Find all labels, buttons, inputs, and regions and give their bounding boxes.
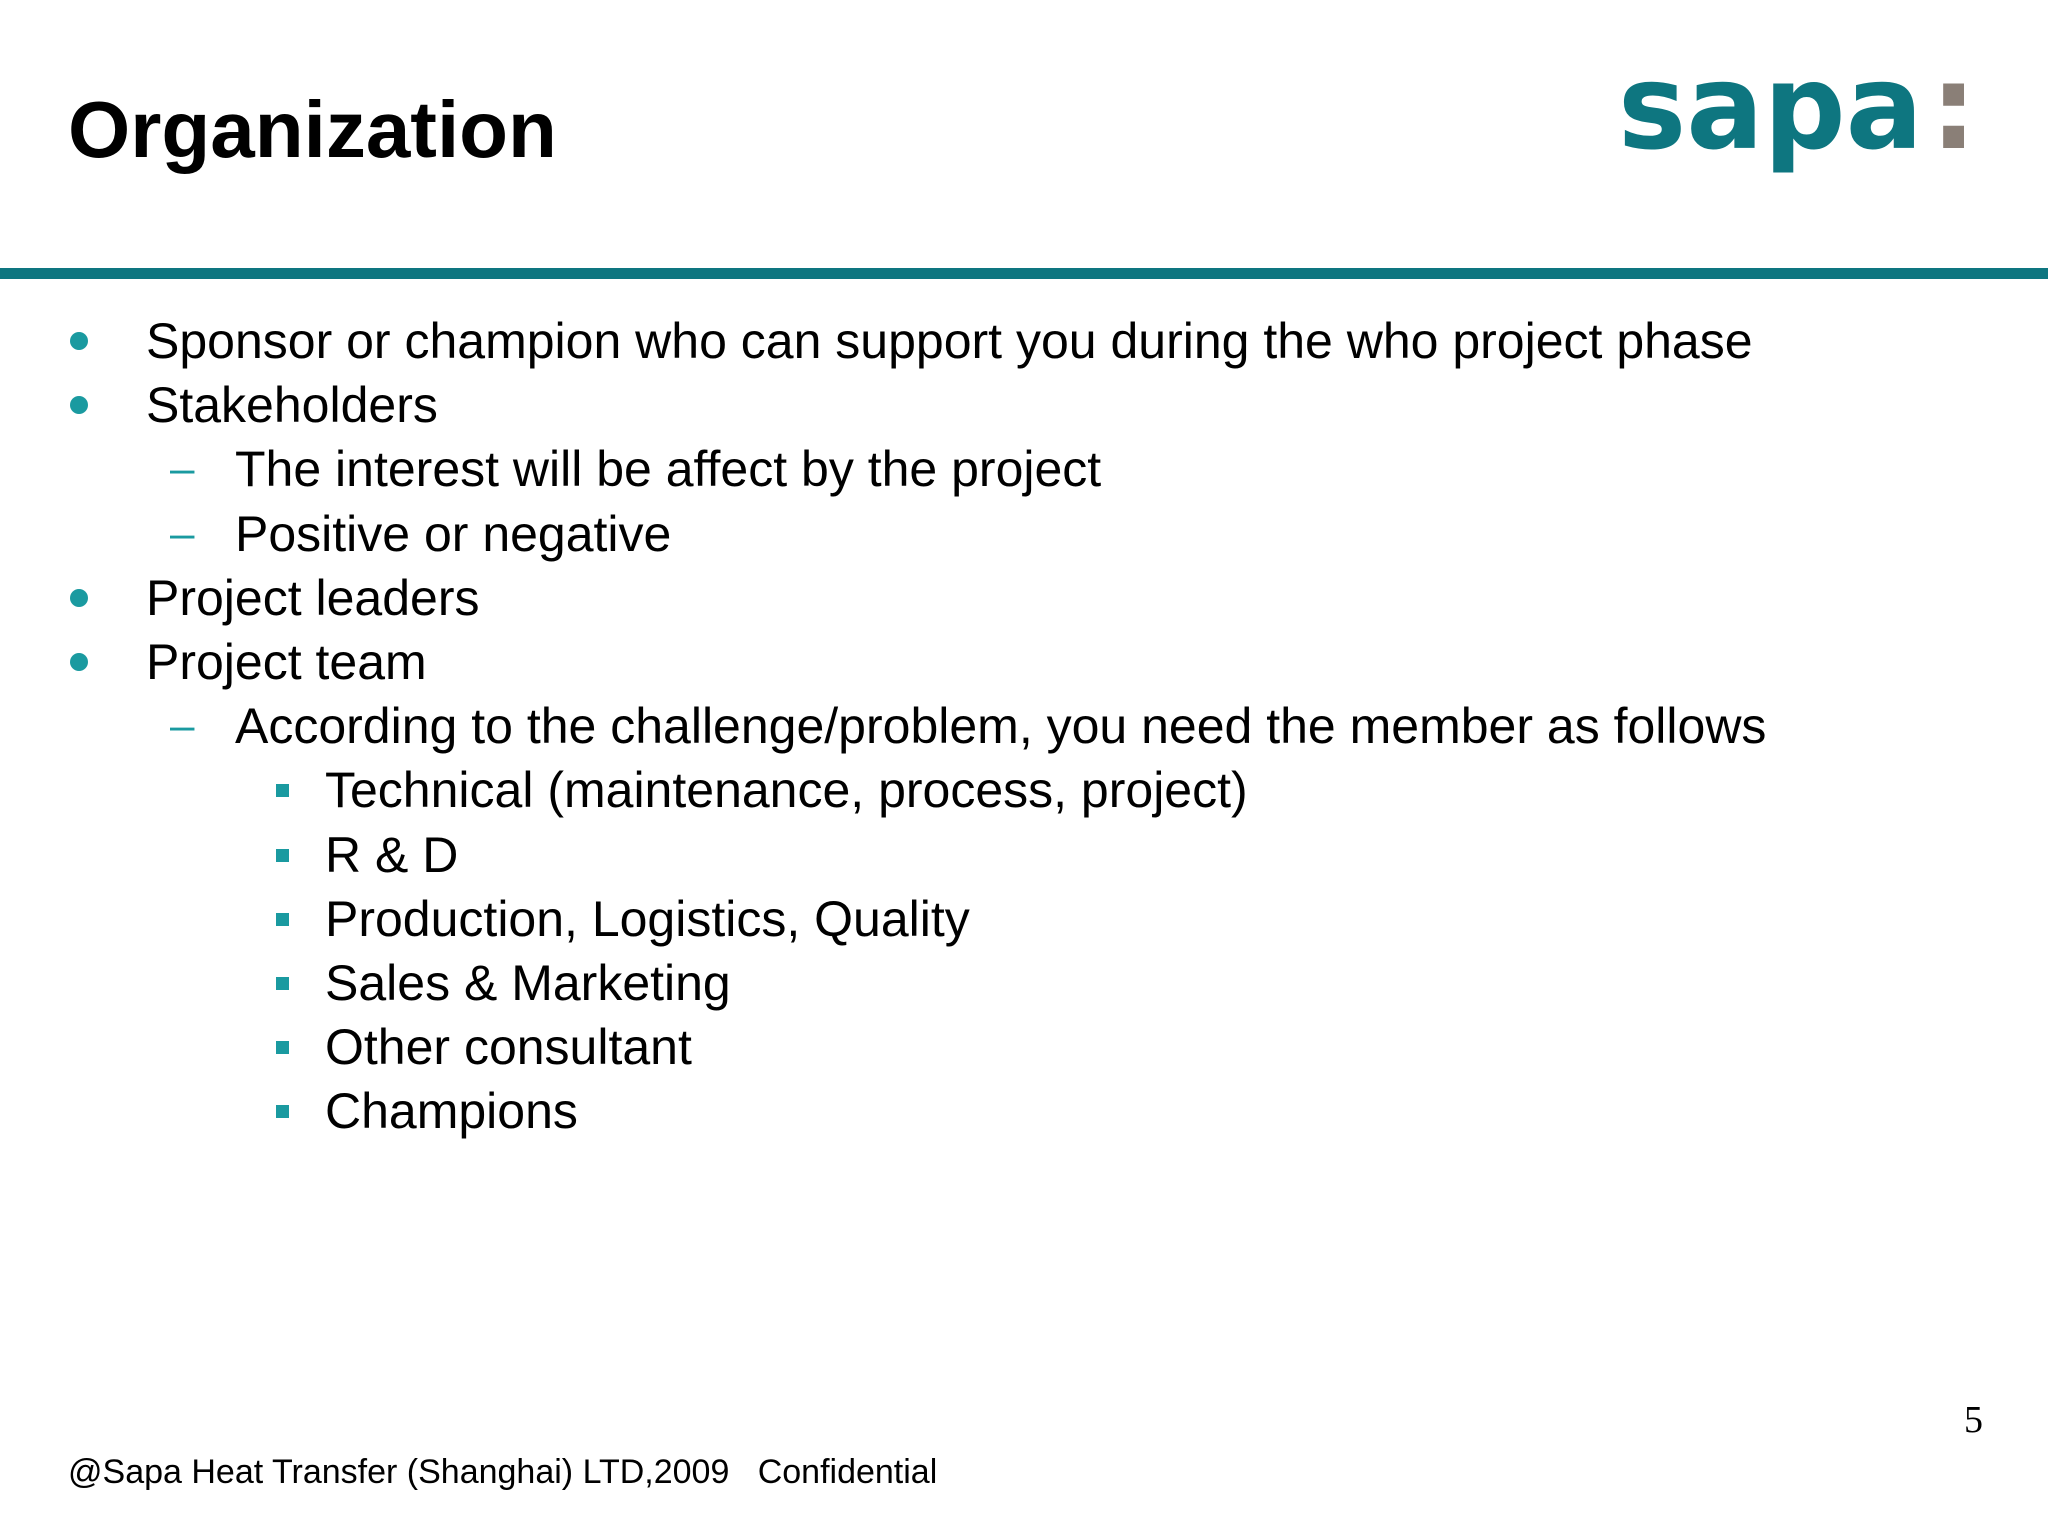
list-item-text: R & D [325, 826, 459, 883]
list-item [0, 823, 2048, 887]
bullet-dash-icon: – [170, 508, 195, 558]
slide-title: Organization [68, 85, 557, 174]
bullet-dash-icon: – [170, 444, 195, 494]
logo-colon: : [1930, 60, 1978, 176]
list-item-text: According to the challenge/problem, you need the member as follows [235, 698, 1767, 755]
list-item-text: Sales & Marketing [325, 955, 731, 1011]
list-item [0, 437, 2048, 501]
list-item [0, 1079, 2048, 1143]
sapa-logo [1618, 60, 1978, 190]
list-item-text: Technical (maintenance, process, project) [325, 762, 1248, 819]
list-item-text: Positive or negative [235, 505, 672, 562]
list-item-text: Champions [325, 1083, 578, 1140]
list-item [0, 1015, 2048, 1079]
page-number: 5 [1964, 1399, 1983, 1441]
list-item [0, 887, 2048, 951]
list-item-text: Other consultant [325, 1019, 692, 1076]
list-item [0, 694, 2048, 758]
list-item [0, 502, 2048, 566]
list-item-text: The interest will be affect by the project [235, 441, 1102, 498]
list-item-text: Project leaders [146, 569, 480, 626]
bullet-dash-icon: – [170, 701, 195, 751]
list-item-text: Production, Logistics, Quality [325, 890, 970, 947]
title-divider [0, 268, 2048, 279]
list-item-text: Sponsor or champion who can support you during the who project phase [146, 313, 1753, 369]
list-item [0, 758, 2048, 822]
list-item [0, 951, 2048, 1015]
logo-wordmark: sapa [1618, 60, 1923, 176]
list-item [0, 373, 2048, 437]
list-item-text: Project team [146, 634, 427, 690]
footer-text: @Sapa Heat Transfer (Shanghai) LTD,2009 Confidential [68, 1453, 938, 1491]
list-item-text: Stakeholders [146, 377, 438, 434]
list-item [0, 630, 2048, 694]
list-item [0, 566, 2048, 630]
list-item [0, 309, 2048, 373]
